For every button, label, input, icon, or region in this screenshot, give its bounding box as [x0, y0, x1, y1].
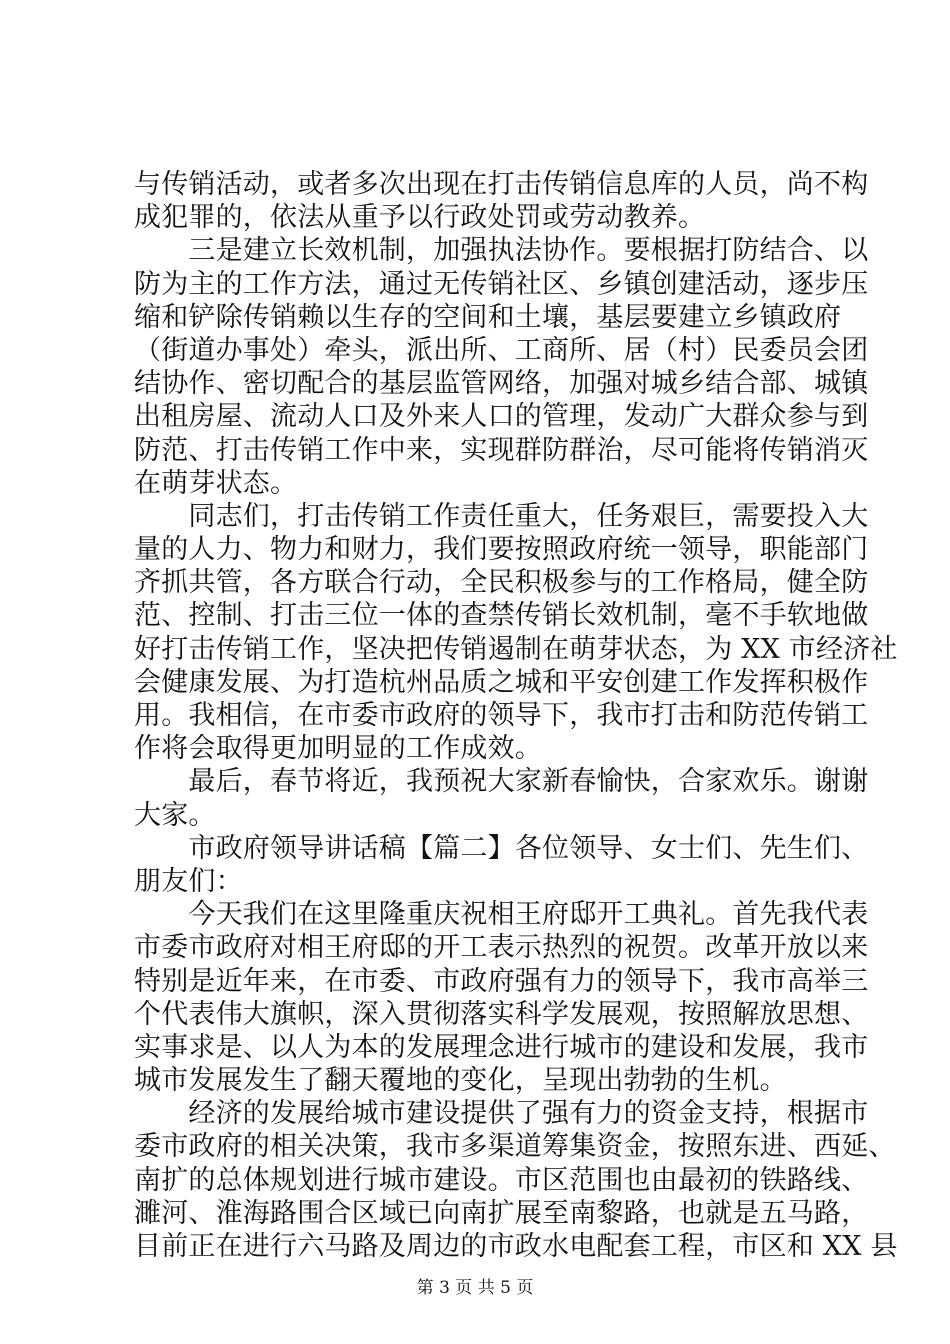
document-body: [134, 168, 898, 1263]
text-line: 城市发展发生了翻天覆地的变化，呈现出勃勃的生机。: [134, 1065, 787, 1097]
text-line: 三是建立长效机制，加强执法协作。要根据打防结合、以: [134, 235, 869, 267]
text-line: 出租房屋、流动人口及外来人口的管理，发动广大群众参与到: [134, 401, 869, 433]
text-line: 特别是近年来，在市委、市政府强有力的领导下，我市高举三: [134, 965, 869, 997]
text-line: 今天我们在这里隆重庆祝相王府邸开工典礼。首先我代表: [134, 899, 869, 931]
text-line: 好打击传销工作，坚决把传销遏制在萌芽状态，为 XX 市经济社: [134, 633, 898, 665]
text-line: 结协作、密切配合的基层监管网络，加强对城乡结合部、城镇: [134, 368, 869, 400]
text-line: 委市政府的相关决策，我市多渠道筹集资金，按照东进、西延、: [134, 1131, 896, 1163]
text-line: 量的人力、物力和财力，我们要按照政府统一领导，职能部门: [134, 534, 869, 566]
text-line: 目前正在进行六马路及周边的市政水电配套工程，市区和 XX 县: [134, 1231, 898, 1262]
text-line: 朋友们：: [134, 865, 243, 897]
text-line: 市政府领导讲话稿【篇二】各位领导、女士们、先生们、: [134, 832, 869, 864]
text-line: 实事求是、以人为本的发展理念进行城市的建设和发展，我市: [134, 1031, 869, 1063]
text-line: 同志们，打击传销工作责任重大，任务艰巨，需要投入大: [134, 500, 869, 532]
text-line: （街道办事处）牵头，派出所、工商所、居（村）民委员会团: [134, 334, 869, 366]
text-line: 齐抓共管，各方联合行动，全民积极参与的工作格局，健全防: [134, 567, 869, 599]
text-line: 防范、打击传销工作中来，实现群防群治，尽可能将传销消灭: [134, 434, 869, 466]
text-line: 用。我相信，在市委市政府的领导下，我市打击和防范传销工: [134, 700, 869, 731]
text-line: 濉河、淮海路围合区域已向南扩展至南黎路，也就是五马路，: [134, 1197, 869, 1229]
text-line: 缩和铲除传销赖以生存的空间和土壤，基层要建立乡镇政府: [134, 301, 842, 333]
text-line: 会健康发展、为打造杭州品质之城和平安创建工作发挥积极作: [134, 666, 869, 698]
text-line: 在萌芽状态。: [134, 467, 298, 499]
text-line: 大家。: [134, 799, 216, 831]
page-number-footer: 第 3 页 共 5 页: [416, 1278, 534, 1298]
text-line: 作将会取得更加明显的工作成效。: [134, 733, 542, 765]
text-line: 范、控制、打击三位一体的查禁传销长效机制，毫不手软地做: [134, 600, 869, 632]
text-line: 防为主的工作方法，通过无传销社区、乡镇创建活动，逐步压: [134, 268, 869, 300]
text-line: 南扩的总体规划进行城市建设。市区范围也由最初的铁路线、: [134, 1164, 869, 1196]
text-line: 个代表伟大旗帜，深入贯彻落实科学发展观，按照解放思想、: [134, 998, 869, 1030]
text-line: 与传销活动，或者多次出现在打击传销信息库的人员，尚不构: [134, 169, 869, 200]
text-line: 市委市政府对相王府邸的开工表示热烈的祝贺。改革开放以来: [134, 932, 869, 964]
text-line: 最后，春节将近，我预祝大家新春愉快，合家欢乐。谢谢: [134, 766, 869, 798]
text-line: 成犯罪的，依法从重予以行政处罚或劳动教养。: [134, 202, 706, 234]
text-line: 经济的发展给城市建设提供了强有力的资金支持，根据市: [134, 1098, 869, 1130]
